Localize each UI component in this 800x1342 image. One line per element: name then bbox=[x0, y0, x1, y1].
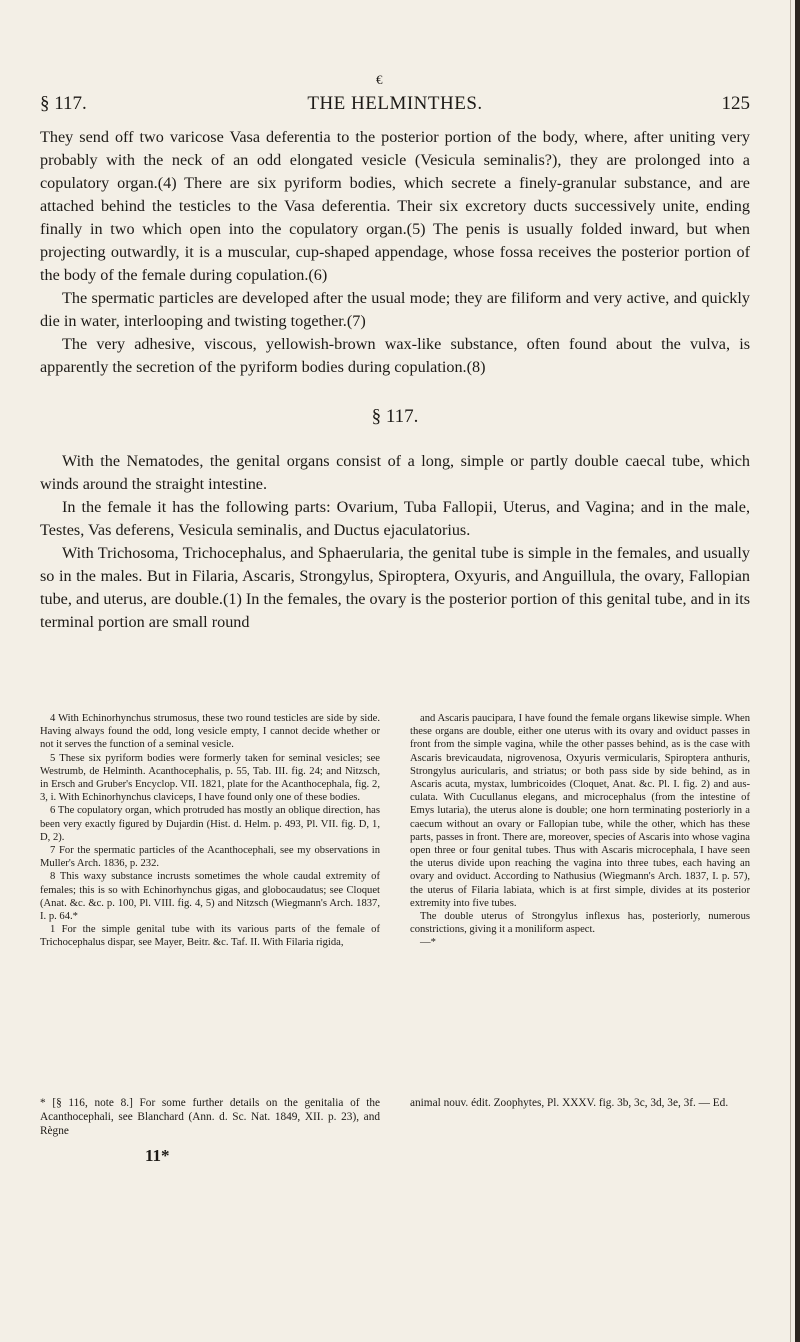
footnote-text: * [§ 116, note 8.] For some further details on the genitalia of the Acanthocephali, see Blanchard (Ann. d. Sc. Nat. 1849, XII. p. 23), and Règne bbox=[40, 1097, 380, 1137]
notes-left-column bbox=[40, 712, 380, 950]
note: 4 With Echinorhynchus strumosus, these two round testicles are side by side. Having always found the odd, long vesicle empty, I cannot decide whether or not it serves the function of a seminal vesicle. bbox=[40, 713, 380, 751]
paragraph: They send off two varicose Vasa deferentia to the posterior portion of the body, where, after uniting very probably with the neck of an odd elongated vesicle (Vesicula seminalis?), they are prolonged into a copulatory organ.(4) There are six pyriform bodies, which secrete a finely-granular substance, and are attached behind the testicles to the Vasa deferentia. Their six excretory ducts successively unite, ending finally in two which open into the copulatory organ.(5) The penis is usually folded inward, but when projecting outwardly, it is a muscular, cup-shaped appendage, whose fossa receives the posterior portion of the body of the female during copulation.(6) bbox=[40, 128, 750, 284]
note: 1 For the simple genital tube with its various parts of the female of Trichocephalus dispar, see Mayer, Beitr. &c. Taf. II. With Filaria rigida, bbox=[40, 924, 380, 949]
page-edge bbox=[795, 0, 800, 1342]
notes-right-column bbox=[410, 712, 750, 950]
note: The double uterus of Strongylus inflexus has, posteriorly, numerous constrictions, giving it a moniliform aspect. bbox=[410, 911, 750, 936]
paragraph: With the Nematodes, the genital organs consist of a long, simple or partly double caecal tube, which winds around the straight intestine. bbox=[40, 452, 750, 493]
section-heading: § 117. bbox=[371, 406, 419, 427]
page-edge-line bbox=[790, 0, 791, 1342]
footnote-left bbox=[40, 1096, 380, 1138]
note: 6 The copulatory organ, which protruded has mostly an oblique direction, has been very exactly figured by Dujardin (Hist. d. Helm. p. 493, Pl. VII. fig. D, 1, D, 2). bbox=[40, 805, 380, 843]
note: 5 These six pyriform bodies were formerly taken for seminal vesicles; see Westrumb, de Helminth. Acanthocephalis, p. 55, Tab. III. fig. 24; and Nitzsch, in Ersch and Gruber's Encyclop. VII. 1821, plate for the Acanthocephala, fig. 2, 3, i. With Echinorhynchus claviceps, I have found only one of these bodies. bbox=[40, 752, 380, 804]
stray-mark: € bbox=[376, 72, 383, 87]
paragraph: In the female it has the following parts: Ovarium, Tuba Fallopii, Uterus, and Vagina; and in the male, Testes, Vas deferens, Vesicula seminalis, and Ductus ejaculatorius. bbox=[40, 498, 750, 539]
footnote-text: animal nouv. édit. Zoophytes, Pl. XXXV. fig. 3b, 3c, 3d, 3e, 3f. — Ed. bbox=[410, 1097, 729, 1109]
signature-mark: 11* bbox=[145, 1146, 170, 1165]
header-section: § 117. bbox=[40, 93, 87, 114]
paragraph: The very adhesive, viscous, yellowish-brown wax-like substance, often found about the vulva, is apparently the secretion of the pyriform bodies during copulation.(8) bbox=[40, 335, 750, 376]
book-page bbox=[40, 0, 750, 1342]
paragraph: With Trichosoma, Trichocephalus, and Sphaerularia, the genital tube is simple in the females, and usually so in the males. But in Filaria, Ascaris, Strongylus, Spiroptera, Oxyuris, and Anguillula, the ovary, Fallopian tube, and uterus, are double.(1) In the females, the ovary is the posterior portion of this genital tube, and in its terminal portion are small round bbox=[40, 544, 750, 631]
main-text bbox=[40, 126, 750, 634]
footnote-right bbox=[410, 1096, 750, 1110]
note: 8 This waxy substance incrusts sometimes the whole caudal extremity of females; this is so with Echinorhynchus gigas, and globocaudatus; see Cloquet (Anat. &c. &c. p. 100, Pl. VIII. fig. 4, 5) and Nitzsch (Wiegmann's Arch. 1837, I. p. 64.* bbox=[40, 871, 380, 923]
note: 7 For the spermatic particles of the Acanthocephali, see my observations in Muller's Arch. 1836, p. 232. bbox=[40, 845, 380, 870]
header-title: THE HELMINTHES. bbox=[307, 93, 483, 114]
paragraph: The spermatic particles are developed after the usual mode; they are filiform and very active, and quickly die in water, interlooping and twisting together.(7) bbox=[40, 289, 750, 330]
note: —* bbox=[420, 937, 436, 949]
note: and Ascaris paucipara, I have found the female organs likewise simple. When these organs are double, either one uterus with its ovary and oviduct passes in front from the simple vagina, while the other passes behind, as is the case with Ascaris brevicaudata, nigrovenosa, Oxyuris vermicularis, Spiroptera anthuris, Strongylus auricularis, and striatus; or both pass side by side behind, as in Ascaris acuta, mystax, lumbricoides (Cloquet, Anat. &c. Pl. I. fig. 2) and aus-culata. With Cucullanus elegans, and microcephalus (from the intestine of Emys lutaria), the uterus alone is double; one horn terminating posteriorly in a caecum without an ovary or Fallopian tube, while the other, which has these parts, passes in front. There are, moreover, species of Ascaris into whose vagina open three or four genital tubes. Thus with Ascaris microcephala, I have seen the uterus divide upon reaching the vagina into three tubes, each having an ovary and oviduct. According to Nathusius (Wiegmann's Arch. 1837, I. p. 57), the uterus of Filaria labiata, which is at first simple, divides at its posterior extremity into five tubes. bbox=[410, 713, 750, 909]
page-number: 125 bbox=[721, 93, 750, 114]
running-header bbox=[40, 93, 750, 117]
